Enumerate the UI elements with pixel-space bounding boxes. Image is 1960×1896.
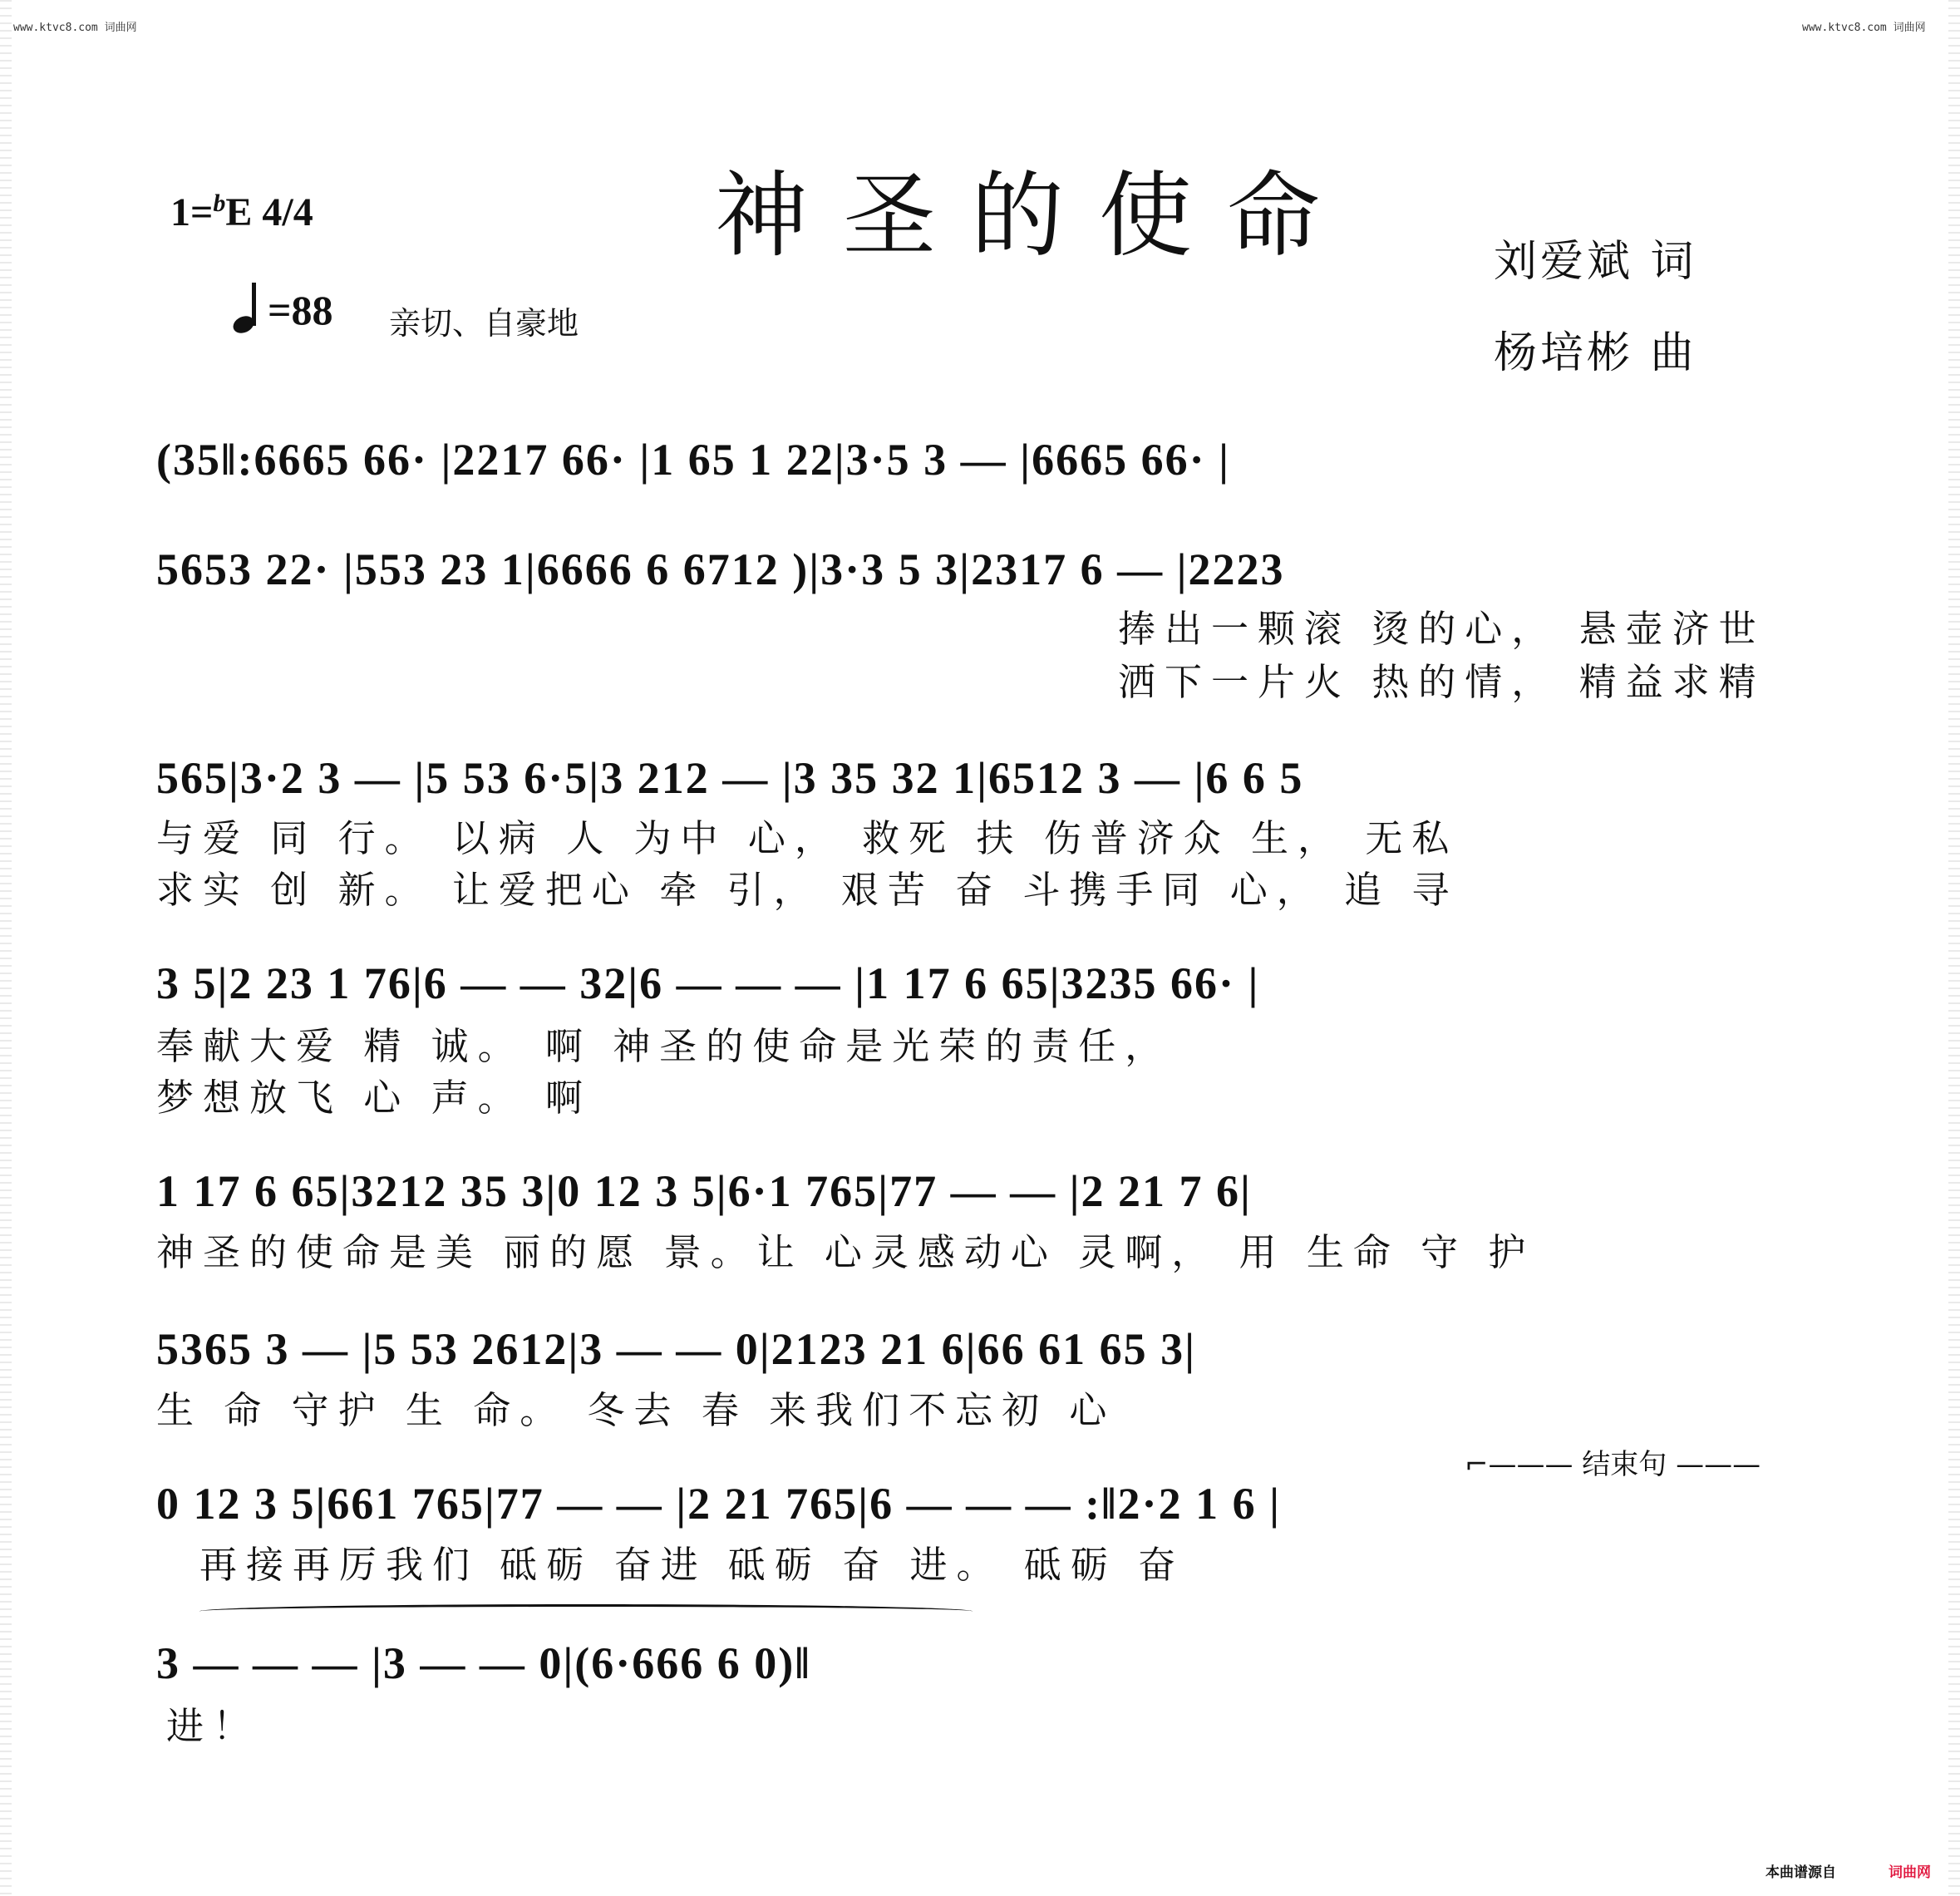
lyric-verse1-line1: 捧出一颗滚 烫的心， 悬壶济世 <box>1118 607 1765 651</box>
song-title: 神圣的使命 <box>715 165 1355 268</box>
lyric-verse2-line2: 求实 创 新。 让爱把心 牵 引， 艰苦 奋 斗携手同 心， 追 寻 <box>156 868 1459 912</box>
lyric-verse1-line3: 奉献大爱 精 诚。 啊 神圣的使命是光荣的责任， <box>156 1024 1172 1068</box>
footer-site: 词曲网 <box>1889 1864 1931 1881</box>
footer-source: 本曲谱源自 <box>1765 1864 1836 1881</box>
notation-line-1: (35‖:6665 66· |2217 66· |1 65 1 22|3·5 3 — |6665 66· | <box>156 435 1230 485</box>
ending-label: 结束句 <box>1582 1448 1667 1481</box>
key-prefix: 1= <box>170 190 214 234</box>
flat-sign: b <box>213 190 226 217</box>
notation-line-4: 3 5|2 23 1 76|6 — — 32|6 — — — |1 17 6 65|3235 66· | <box>156 958 1260 1008</box>
ending-phrase-label <box>1465 1441 1761 1482</box>
tempo-marking <box>233 283 333 334</box>
notation-line-8: 3 — — — |3 — — 0|(6·666 6 0)‖ <box>156 1638 811 1688</box>
watermark-left: www.ktvc8.com 词曲网 <box>13 22 137 34</box>
key-signature <box>170 190 313 235</box>
lyric-chorus-line2: 生 命 守护 生 命。 冬去 春 来我们不忘初 心 <box>156 1388 1116 1432</box>
lyric-final: 进！ <box>166 1704 260 1748</box>
lyric-chorus-line1: 神圣的使命是美 丽的愿 景。让 心灵感动心 灵啊， 用 生命 守 护 <box>156 1230 1535 1274</box>
notation-line-3: 565|3·2 3 — |5 53 6·5|3 212 — |3 35 32 1|6512 3 — |6 6 5 <box>156 753 1304 803</box>
lyric-verse2-line1: 洒下一片火 热的情， 精益求精 <box>1118 660 1765 704</box>
slur-long-icon <box>199 1604 973 1618</box>
lyric-verse1-line2: 与爱 同 行。 以病 人 为中 心， 救死 扶 伤普济众 生， 无私 <box>156 816 1459 860</box>
notation-line-2: 5653 22· |553 23 1|6666 6 6712 )|3·3 5 3|2317 6 — |2223 <box>156 544 1285 594</box>
right-edge-strip <box>1948 0 1960 1896</box>
ending-bracket-left-icon: ⌐——— <box>1465 1448 1583 1481</box>
key-rest: E 4/4 <box>225 190 313 234</box>
ending-bracket-right-icon: ——— <box>1667 1448 1761 1481</box>
watermark-right: www.ktvc8.com 词曲网 <box>1802 22 1926 34</box>
quarter-note-icon <box>233 283 258 332</box>
lyric-chorus-line3: 再接再厉我们 砥砺 奋进 砥砺 奋 进。 砥砺 奋 <box>199 1543 1185 1587</box>
lyricist-credit: 刘爱斌 词 <box>1494 237 1697 287</box>
notation-line-7: 0 12 3 5|661 765|77 — — |2 21 765|6 — — — :‖2·2 1 6 | <box>156 1479 1281 1529</box>
expression-marking: 亲切、自豪地 <box>389 305 579 342</box>
left-edge-strip <box>0 0 12 1896</box>
tempo-value: =88 <box>268 287 333 333</box>
lyric-verse2-line3: 梦想放飞 心 声。 啊 <box>156 1076 592 1120</box>
composer-credit: 杨培彬 曲 <box>1494 328 1697 378</box>
notation-line-6: 5365 3 — |5 53 2612|3 — — 0|2123 21 6|66 61 65 3| <box>156 1324 1196 1374</box>
notation-line-5: 1 17 6 65|3212 35 3|0 12 3 5|6·1 765|77 — — |2 21 7 6| <box>156 1166 1252 1216</box>
